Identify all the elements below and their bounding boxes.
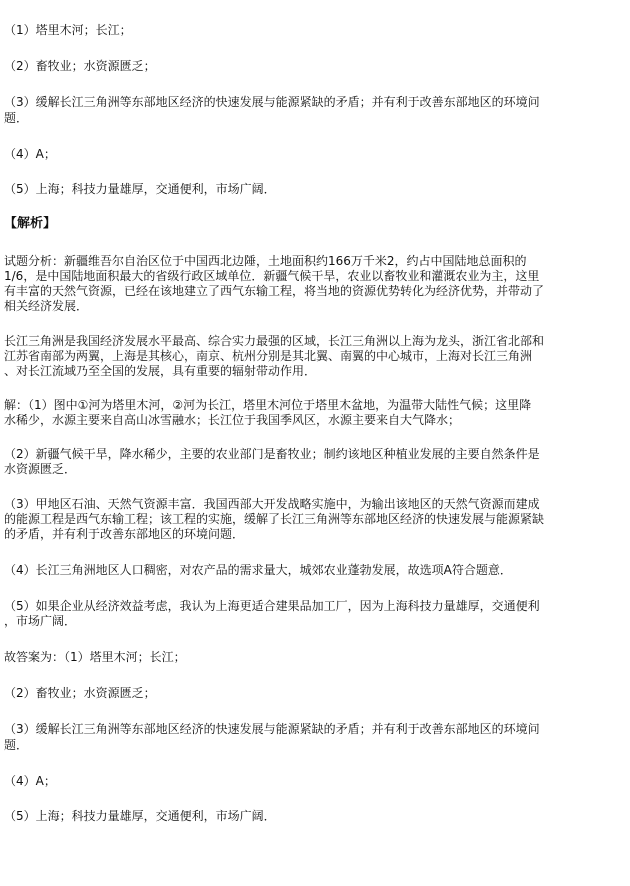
- analysis-p2-line1: 长江三角洲是我国经济发展水平最高、综合实力最强的区域，长江三角洲以上海为龙头，浙江省北部和: [4, 334, 545, 348]
- analysis-p3-line2: 水稀少，水源主要来自高山冰雪融水；长江位于我国季风区，水源主要来自大气降水；: [4, 413, 461, 427]
- final-answer-line-3: （3）缓解长江三角洲等东部地区经济的快速发展与能源紧缺的矛盾；并有利于改善东部地区的环境问: [4, 722, 540, 736]
- final-answer-line-3-cont: 题．: [4, 738, 29, 752]
- final-answer-line-2: （2）畜牧业；水资源匮乏；: [4, 686, 156, 700]
- answer-line-3: （3）缓解长江三角洲等东部地区经济的快速发展与能源紧缺的矛盾；并有利于改善东部地区的环境问: [4, 95, 540, 109]
- analysis-p2-line2: 江苏省南部为两翼，上海是其核心，南京、杭州分别是其北翼、南翼的中心城市，上海对长江三角洲: [4, 349, 533, 363]
- answer-line-3-cont: 题．: [4, 111, 29, 125]
- answer-line-5: （5）上海；科技力量雄厚，交通便利，市场广阔．: [4, 182, 276, 196]
- analysis-p4-line2: 水资源匮乏．: [4, 462, 77, 476]
- analysis-p1-line2: 1/6，是中国陆地面积最大的省级行政区域单位．新疆气候干旱，农业以畜牧业和灌溉农业为主，这里: [4, 269, 540, 283]
- analysis-p3-line1: 解：（1）图中①河为塔里木河，②河为长江，塔里木河位于塔里木盆地，为温带大陆性气候；这里降: [4, 398, 532, 412]
- analysis-p2-line3: 、对长江流域乃至全国的发展，具有重要的辐射带动作用．: [4, 364, 317, 378]
- analysis-p1-line3: 有丰富的天然气资源，已经在该地建立了西气东输工程，将当地的资源优势转化为经济优势，并带动了: [4, 284, 545, 298]
- analysis-p4-line1: （2）新疆气候干旱，降水稀少，主要的农业部门是畜牧业；制约该地区种植业发展的主要自然条件是: [4, 447, 540, 461]
- final-answer-line-4: （4）A；: [4, 774, 56, 788]
- answer-line-1: （1）塔里木河；长江；: [4, 23, 132, 37]
- analysis-heading: 【解析】: [4, 216, 57, 231]
- analysis-p1-line4: 相关经济发展．: [4, 299, 89, 313]
- answer-line-4: （4）A；: [4, 147, 56, 161]
- analysis-p1-line1: 试题分析：新疆维吾尔自治区位于中国西北边陲，土地面积约166万千米2，约占中国陆地总面积的: [4, 254, 527, 268]
- answer-line-2: （2）畜牧业；水资源匮乏；: [4, 59, 156, 73]
- analysis-p5-line1: （3）甲地区石油、天然气资源丰富．我国西部大开发战略实施中，为输出该地区的天然气资源而建成: [4, 497, 540, 511]
- analysis-p5-line2: 的能源工程是西气东输工程；该工程的实施，缓解了长江三角洲等东部地区经济的快速发展与能源紧缺: [4, 512, 545, 526]
- final-answer-line-5: （5）上海；科技力量雄厚，交通便利，市场广阔．: [4, 809, 276, 823]
- analysis-p6-line1: （4）长江三角洲地区人口稠密，对农产品的需求量大，城郊农业蓬勃发展，故选项A符合题意．: [4, 563, 512, 577]
- analysis-p7-line1: （5）如果企业从经济效益考虑，我认为上海更适合建果品加工厂，因为上海科技力量雄厚，交通便利: [4, 599, 540, 613]
- analysis-p7-line2: ，市场广阔．: [4, 614, 77, 628]
- analysis-p5-line3: 的矛盾，并有利于改善东部地区的环境问题．: [4, 527, 245, 541]
- final-answer-line-1: 故答案为：（1）塔里木河；长江；: [4, 650, 186, 664]
